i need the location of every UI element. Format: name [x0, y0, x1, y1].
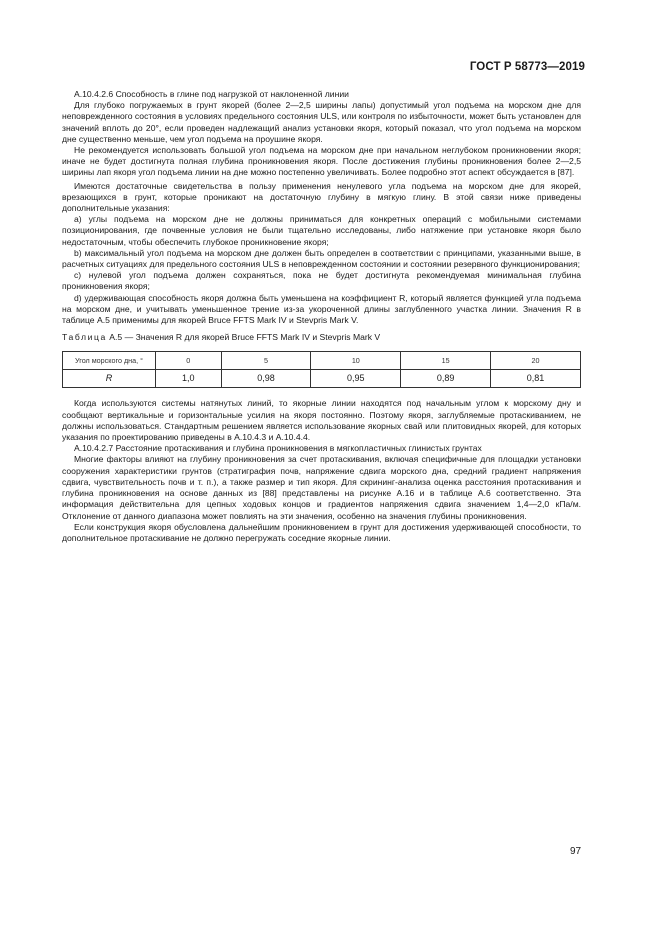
table-caption-text: А.5 — Значения R для якорей Bruce FFTS Mark IV и Stevpris Mark V: [109, 332, 381, 343]
paragraph: Многие факторы влияют на глубину проникновения за счет протаскивания, включая специфичные для площадки установки сооружения характеристики грунтов (стратиграфия почв, напряжение сдвига морского дна, средний градиент напряжения сдвига, чувствительность почв и т. п.), а также размер и тип якоря. Для скрининг-анализа оценка расстояния протаскивания и глубина проникновения на основе данных из [88] представлены на рисунке А.16 и в таблице А.6 соответственно. Эта информация действительна для цепных ходовых концов и градиентов напряжения сдвига значением 1,4—2,0 кПа/м. Отклонение от данного диапазона может повлиять на эти значения, особенно на значения глубины проникновения.: [62, 454, 581, 521]
paragraph: d) удерживающая способность якоря должна быть уменьшена на коэффициент R, который является функцией угла подъема на морском дне, и учитывать уменьшенное трение из-за укороченной длины заглубленного участка линии. Значения R в таблице А.5 применимы для якорей Bruce FFTS Mark IV и Stevpris Mark V.: [62, 292, 581, 326]
paragraph: а) углы подъема на морском дне не должны приниматься для конкретных операций с мобильными системами позиционирования, где почвенные условия не были тщательно исследованы, либо натяжение при установке якоря было недостаточным, чтобы обеспечить глубокое проникновение якоря;: [62, 214, 581, 247]
table-angle-cell: 0: [156, 352, 222, 370]
paragraphs-after-table: [62, 398, 581, 544]
table-caption-word: Таблица: [62, 332, 107, 343]
table-angle-cell: 5: [221, 352, 311, 370]
table-angle-cell: 15: [401, 352, 491, 370]
values-table: [62, 351, 581, 388]
document-header: ГОСТ Р 58773—2019: [469, 61, 585, 73]
paragraph: Не рекомендуется использовать большой угол подъема на морском дне при начальном неглубоком проникновении якоря; иначе не будет достигнута полная глубина проникновения якоря. После достижения глубины проникновения более 2—2,5 ширины лап якоря угол подъема линии на дне можно постепенно увеличивать. Более подробно этот аспект обсуждается в [87].: [62, 145, 581, 178]
table-value-cell: 0,95: [311, 370, 401, 388]
paragraph: Имеются достаточные свидетельства в пользу применения ненулевого угла подъема на морском дне для якорей, врезающихся в грунт, которые проникают на достаточную глубину в мягкую глину. В этой связи ниже приведены дополнительные указания:: [62, 180, 581, 214]
paragraph: Для глубоко погружаемых в грунт якорей (более 2—2,5 ширины лапы) допустимый угол подъема на морском дне для неповрежденного состояния в условиях предельного состояния ULS, или контроля по избыточности, может быть установлен для значений вплоть до 20°, если проведен надлежащий анализ установки якоря, который показал, что угол подъема на морском дне существенно меньше, чем угол подъема на проушине якоря.: [62, 100, 581, 144]
table-angle-cell: 20: [491, 352, 581, 370]
table-row-label: [63, 370, 156, 388]
paragraph: A.10.4.2.6 Способность в глине под нагрузкой от наклоненной линии: [74, 89, 349, 99]
table-header-label: Угол морского дна, °: [63, 352, 156, 370]
paragraph: Если конструкция якоря обусловлена дальнейшим проникновением в грунт для достижения удерживающей способности, то дополнительное протаскивание не должно перегружать соседние якорные линии.: [62, 521, 581, 543]
table-value-cell: 0,98: [221, 370, 311, 388]
paragraph: b) максимальный угол подъема на морском дне должен быть определен в соответствии с принципами, указанными выше, в расчетных ситуациях для предельного состояния ULS в неповрежденном состоянии и состоянии резервного функционирования;: [62, 247, 581, 270]
document-body: [62, 89, 581, 544]
paragraphs-before-table: [62, 89, 581, 326]
table-header-row: [63, 352, 581, 370]
table-value-cell: 1,0: [156, 370, 222, 388]
page-number: 97: [570, 846, 582, 857]
paragraph: Когда используются системы натянутых линий, то якорные линии находятся под начальным углом к морскому дну и сообщают вертикальные и горизонтальные усилия на якоря постоянно. Поэтому якоря, заглубляемые протаскиванием, не должны использоваться. Стандартным решением является использование якорных свай или плитовидных якорей, для которых указания по проектированию приведены в А.10.4.3 и А.10.4.4.: [62, 398, 581, 443]
table-values-row: [63, 370, 581, 388]
table-value-cell: 0,81: [491, 370, 581, 388]
table-row-label-text: R: [105, 373, 113, 384]
table-angle-cell: 10: [311, 352, 401, 370]
paragraph: c) нулевой угол подъема должен сохраняться, пока не будет достигнута рекомендуемая минимальная глубина проникновения якоря;: [62, 270, 581, 292]
table-value-cell: 0,89: [401, 370, 491, 388]
paragraph: А.10.4.2.7 Расстояние протаскивания и глубина проникновения в мягкопластичных глинистых грунтах: [74, 443, 482, 454]
table-caption: [62, 332, 581, 343]
